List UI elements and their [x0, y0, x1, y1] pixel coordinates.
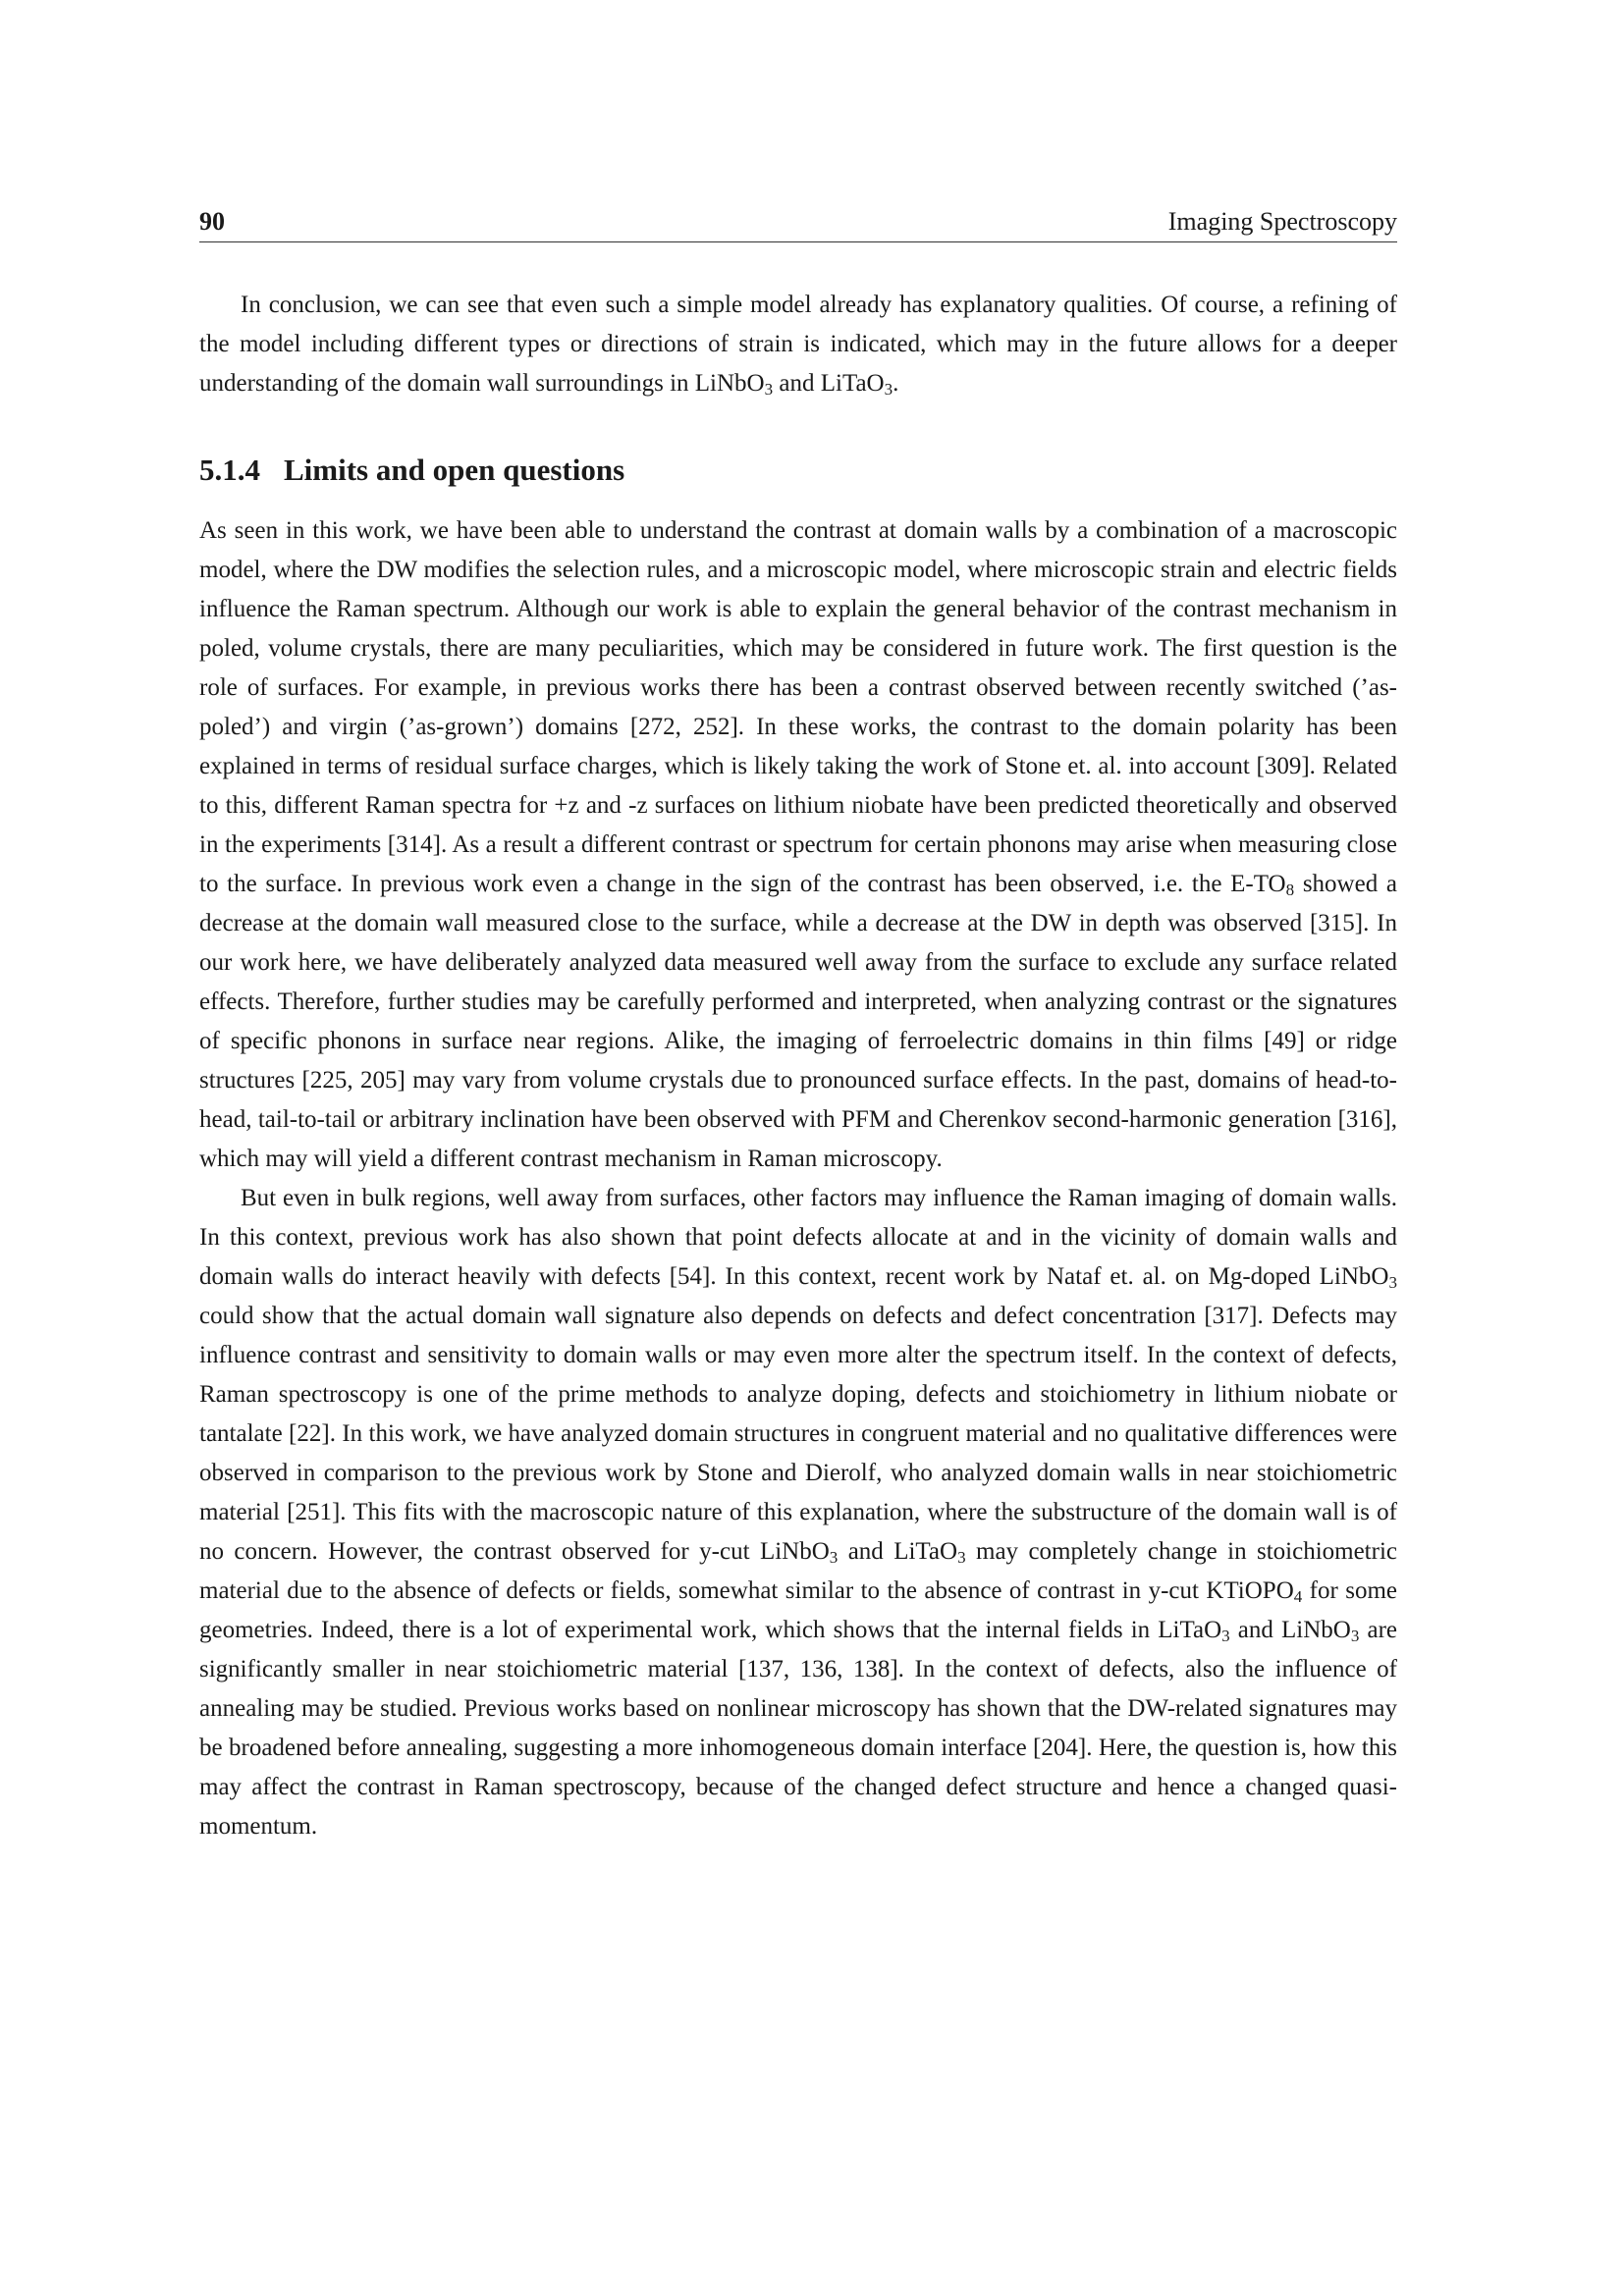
text-run: As seen in this work, we have been able to understand the contrast at domain walls by a combination of a macroscopic model, where the DW modifies the selection rules, and a microscopic model, where microscopic strain and electric fields influence the Raman spectrum. Although our work is able to explain the general behavior of the contrast mechanism in poled, volume crystals, there are many peculiarities, which may be considered in future work. The first question is the role of surfaces. For example, in previous works there has been a contrast observed between recently switched (’as-poled’) and virgin (’as-grown’) domains [272, 252]. In these works, the contrast to the domain polarity has been explained in terms of residual surface charges, which is likely taking the work of Stone et. al. into account [309]. Related to this, different Raman spectra for +z and -z surfaces on lithium niobate have been predicted theoretically and observed in the experiments [314]. As a result a different contrast or spectrum for certain phonons may arise when measuring close to the surface. In previous work even a change in the sign of the contrast has been observed, i.e. the E-TO	[199, 517, 1397, 897]
text-run: for some geometries. Indeed, there is a lot of experimental work, which shows that the internal fields in LiTaO	[199, 1577, 1397, 1643]
text-run: showed a decrease at the domain wall measured close to the surface, while a decrease at the DW in depth was observed [315]. In our work here, we have deliberately analyzed data measured well away from the surface to exclude any surface related effects. Therefore, further studies may be carefully performed and interpreted, when analyzing contrast or the signatures of specific phonons in surface near regions. Alike, the imaging of ferroelectric domains in thin films [49] or ridge structures [225, 205] may vary from volume crystals due to pronounced surface effects. In the past, domains of head-to-head, tail-to-tail or arbitrary inclination have been observed with PFM and Cherenkov second-harmonic generation [316], which may will yield a different contrast mechanism in Raman microscopy.	[199, 871, 1397, 1172]
section-heading	[199, 451, 1397, 490]
running-title: Imaging Spectroscopy	[1167, 207, 1397, 236]
text-run: But even in bulk regions, well away from surfaces, other factors may influence the Raman imaging of domain walls. In this context, previous work has also shown that point defects allocate at and in the vicinity of domain walls and domain walls do interact heavily with defects [54]. In this context, recent work by Nataf et. al. on Mg-doped LiNbO	[199, 1185, 1397, 1290]
paragraph-defects	[199, 1179, 1397, 1846]
page-body	[199, 286, 1397, 1846]
text-run: may completely change in stoichiometric material due to the absence of defects or fields, somewhat similar to the absence of contrast in y-cut KTiOPO	[199, 1538, 1397, 1604]
text-run: and LiTaO	[773, 370, 885, 397]
section-title: Limits and open questions	[284, 453, 625, 487]
text-run: In conclusion, we can see that even such a simple model already has explanatory qualities. Of course, a refining of the model including different types or directions of strain is indicated, which may in the future allows for a deeper understanding of the domain wall surroundings in LiNbO	[199, 292, 1397, 397]
subscript: 3	[884, 380, 893, 399]
text-run: could show that the actual domain wall signature also depends on defects and defect concentration [317]. Defects may influence contrast and sensitivity to domain walls or may even more alter the spectrum itself. In the context of defects, Raman spectroscopy is one of the prime methods to analyze doping, defects and stoichiometry in lithium niobate or tantalate [22]. In this work, we have analyzed domain structures in congruent material and no qualitative differences were observed in comparison to the previous work by Stone and Dierolf, who analyzed domain walls in near stoichiometric material [251]. This fits with the macroscopic nature of this explanation, where the substructure of the domain wall is of no concern. However, the contrast observed for y-cut LiNbO	[199, 1303, 1397, 1565]
subscript: 3	[957, 1548, 966, 1567]
subscript: 3	[829, 1548, 839, 1567]
section-number: 5.1.4	[199, 453, 260, 487]
page-number: 90	[199, 207, 225, 236]
subscript: 3	[1221, 1627, 1230, 1645]
text-run: are significantly smaller in near stoichiometric material [137, 136, 138]. In the context of defects, also the influence of annealing may be studied. Previous works based on nonlinear microscopy has shown that the DW-related signatures may be broadened before annealing, suggesting a more inhomogeneous domain interface [204]. Here, the question is, how this may affect the contrast in Raman spectroscopy, because of the changed defect structure and hence a changed quasi-momentum.	[199, 1617, 1398, 1840]
subscript: 8	[1285, 881, 1295, 899]
paragraph-conclusion	[199, 286, 1397, 403]
text-run: .	[893, 370, 899, 397]
page	[199, 206, 1397, 1846]
paragraph-surfaces	[199, 511, 1397, 1179]
text-run: and LiNbO	[1229, 1617, 1351, 1643]
subscript: 3	[1388, 1273, 1397, 1292]
subscript: 4	[1293, 1587, 1303, 1606]
text-run: and LiTaO	[838, 1538, 958, 1565]
running-header	[199, 206, 1397, 242]
subscript: 3	[1350, 1627, 1360, 1645]
subscript: 3	[764, 380, 774, 399]
